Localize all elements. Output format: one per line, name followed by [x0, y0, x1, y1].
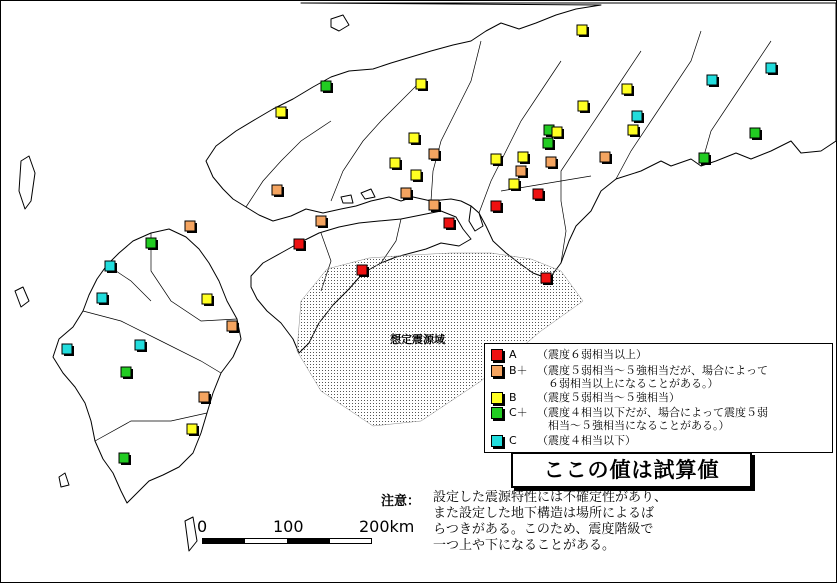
station-marker[interactable] — [509, 179, 521, 191]
station-marker[interactable] — [227, 321, 239, 333]
station-marker[interactable] — [628, 125, 640, 137]
note-text: 設定した震源特性には不確定性があり、 また設定した地下構造は場所によるば らつきがある。このため、震度階級で 一つ上や下になることがある。 — [433, 490, 668, 553]
station-marker[interactable] — [62, 344, 74, 356]
legend-item — [491, 406, 768, 432]
scale-bar — [202, 538, 372, 544]
legend-panel — [484, 343, 833, 453]
oki-island — [331, 15, 349, 31]
station-marker[interactable] — [699, 153, 711, 165]
legend-code: B — [509, 391, 517, 404]
legend-code: A — [509, 348, 517, 361]
station-marker[interactable] — [622, 84, 634, 96]
station-marker[interactable] — [546, 157, 558, 169]
station-marker[interactable] — [121, 367, 133, 379]
scale-label-200: 200km — [359, 517, 415, 536]
goto-island — [15, 287, 29, 307]
station-marker[interactable] — [444, 218, 456, 230]
legend-item — [491, 348, 647, 361]
station-marker[interactable] — [146, 238, 158, 250]
station-marker[interactable] — [766, 63, 778, 75]
legend-item — [491, 364, 768, 390]
legend-description: （震度５弱相当～５強相当だが、場合によって ６弱相当以上になることがある。） — [537, 364, 768, 390]
station-marker[interactable] — [276, 107, 288, 119]
legend-swatch — [491, 349, 503, 361]
station-marker[interactable] — [357, 265, 369, 277]
station-marker[interactable] — [416, 79, 428, 91]
legend-swatch — [491, 365, 503, 377]
station-marker[interactable] — [185, 221, 197, 233]
station-marker[interactable] — [600, 152, 612, 164]
station-marker[interactable] — [707, 75, 719, 87]
station-marker[interactable] — [533, 189, 545, 201]
station-marker[interactable] — [516, 166, 528, 178]
legend-code: B＋ — [509, 364, 528, 377]
station-marker[interactable] — [429, 149, 441, 161]
estimate-title: ここの値は試算値 — [511, 452, 752, 488]
legend-description: （震度４相当以下） — [537, 434, 636, 447]
station-marker[interactable] — [552, 127, 564, 139]
legend-swatch — [491, 392, 503, 404]
station-marker[interactable] — [321, 81, 333, 93]
station-marker[interactable] — [119, 453, 131, 465]
station-marker[interactable] — [105, 261, 117, 273]
legend-description: （震度４相当以下だが、場合によって震度５弱 相当～５強相当になることがある。） — [537, 406, 768, 432]
station-marker[interactable] — [411, 170, 423, 182]
station-marker[interactable] — [401, 188, 413, 200]
station-marker[interactable] — [543, 138, 555, 150]
station-marker[interactable] — [187, 424, 199, 436]
tanegashima-island — [185, 517, 197, 551]
station-marker[interactable] — [429, 200, 441, 212]
station-marker[interactable] — [577, 25, 589, 37]
legend-swatch — [491, 407, 503, 419]
station-marker[interactable] — [632, 111, 644, 123]
station-marker[interactable] — [750, 128, 762, 140]
station-marker[interactable] — [491, 154, 503, 166]
station-marker[interactable] — [409, 133, 421, 145]
station-marker[interactable] — [199, 392, 211, 404]
station-marker[interactable] — [390, 158, 402, 170]
honshu-landmass — [206, 3, 836, 279]
station-marker[interactable] — [294, 239, 306, 251]
station-marker[interactable] — [202, 294, 214, 306]
legend-description: （震度６弱相当以上） — [537, 348, 647, 361]
station-marker[interactable] — [316, 216, 328, 228]
legend-item — [491, 434, 636, 447]
source-area-label: 想定震源域 — [390, 333, 445, 346]
legend-item — [491, 391, 680, 404]
station-marker[interactable] — [578, 101, 590, 113]
legend-code: C＋ — [509, 406, 528, 419]
station-marker[interactable] — [541, 273, 553, 285]
tsushima-island — [19, 156, 35, 209]
station-marker[interactable] — [272, 185, 284, 197]
station-marker[interactable] — [97, 293, 109, 305]
note-label: 注意： — [381, 494, 421, 509]
station-marker[interactable] — [491, 201, 503, 213]
station-marker[interactable] — [135, 340, 147, 352]
kyushu-landmass — [53, 229, 241, 503]
station-marker[interactable] — [518, 152, 530, 164]
legend-swatch — [491, 435, 503, 447]
scale-label-100: 100 — [273, 517, 304, 536]
legend-code: C — [509, 434, 517, 447]
legend-description: （震度５弱相当～５強相当） — [537, 391, 680, 404]
koshiki-island — [59, 473, 69, 487]
inland-sea-island-2 — [341, 195, 353, 203]
scale-label-0: 0 — [197, 517, 208, 536]
